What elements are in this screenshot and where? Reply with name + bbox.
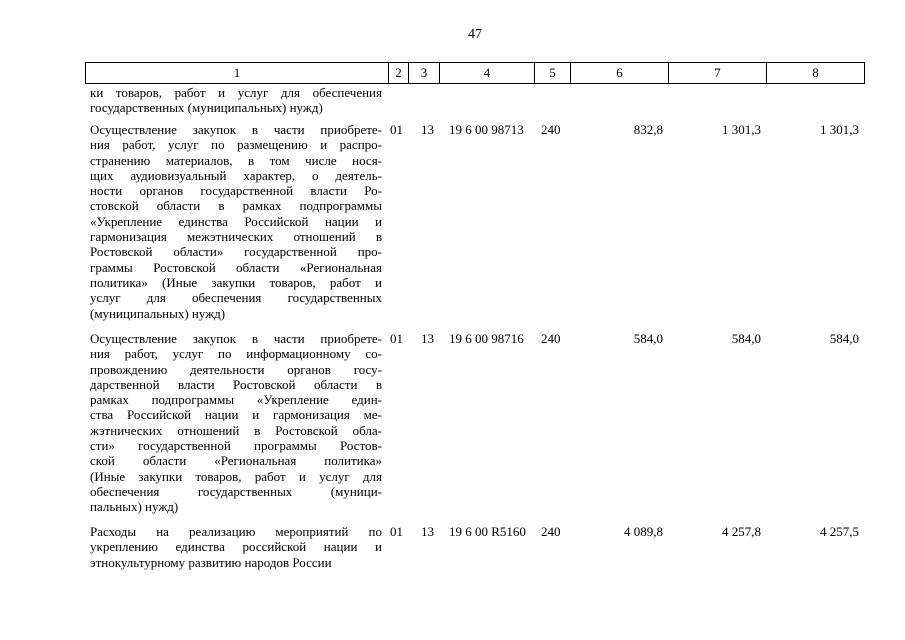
column-header-5: 5 xyxy=(534,63,570,83)
cell-subsection: 13 xyxy=(421,331,434,346)
column-header-7: 7 xyxy=(668,63,766,83)
cell-subsection: 13 xyxy=(421,524,434,539)
description-line: стовской области в рамках подпрограммы xyxy=(90,198,382,214)
description-line: Ростовской области» государственной про- xyxy=(90,244,382,260)
description-line: провождению деятельности органов госу- xyxy=(90,361,382,377)
cell-value-col7: 584,0 xyxy=(731,331,761,346)
description-line: (муниципальных) нужд) xyxy=(90,305,226,321)
description-line: политика» (Иные закупки товаров, работ и xyxy=(90,274,382,290)
description-line: странению материалов, в том числе нося- xyxy=(90,152,382,168)
description-line: ния работ, услуг по информационному со- xyxy=(90,346,382,362)
description-line: Осуществление закупок в части приобрете- xyxy=(90,122,382,137)
description-line: «Укрепление единства Российской нации и xyxy=(90,213,382,229)
column-header-8: 8 xyxy=(766,63,864,83)
cell-target-article: 19 6 00 98716 xyxy=(449,331,524,346)
cell-value-col8: 4 257,5 xyxy=(820,524,859,539)
description-line: этнокультурному развитию народов России xyxy=(90,554,332,570)
cell-expense-type: 240 xyxy=(541,331,561,346)
cell-value-col6: 832,8 xyxy=(633,122,663,137)
cell-expense-type: 240 xyxy=(541,122,561,137)
table-header-row xyxy=(85,62,865,84)
description-line: Расходы на реализацию мероприятий по xyxy=(90,524,382,539)
description-line: гармонизация межэтнических отношений в xyxy=(90,229,382,245)
cell-value-col7: 4 257,8 xyxy=(722,524,761,539)
description-line: ки товаров, работ и услуг для обеспечения xyxy=(90,85,382,100)
cell-section: 01 xyxy=(390,524,403,539)
description-line: щих аудиовизуальный характер, о деятель- xyxy=(90,167,382,183)
description-line: укреплению единства российской нации и xyxy=(90,539,382,555)
row-description xyxy=(90,331,382,515)
description-line: пальных) нужд) xyxy=(90,499,179,515)
description-line: ства Российской нации и гармонизация ме- xyxy=(90,407,382,423)
description-line: дарственной власти Ростовской области в xyxy=(90,376,382,392)
cell-section: 01 xyxy=(390,122,403,137)
cell-target-article: 19 6 00 R5160 xyxy=(449,524,526,539)
description-line: услуг для обеспечения государственных xyxy=(90,290,382,306)
budget-table xyxy=(85,62,865,570)
description-line: Осуществление закупок в части приобрете- xyxy=(90,331,382,346)
description-line: (Иные закупки товаров, работ и услуг для xyxy=(90,468,382,484)
column-header-2: 2 xyxy=(388,63,408,83)
description-line: ской области «Региональная политика» xyxy=(90,453,382,469)
description-line: государственных (муниципальных) нужд) xyxy=(90,100,323,116)
cell-expense-type: 240 xyxy=(541,524,561,539)
row-description xyxy=(90,85,382,116)
description-line: ния работ, услуг по размещению и распро- xyxy=(90,137,382,153)
description-line: сти» государственной программы Ростов- xyxy=(90,438,382,454)
cell-value-col6: 4 089,8 xyxy=(624,524,663,539)
cell-section: 01 xyxy=(390,331,403,346)
description-line: граммы Ростовской области «Региональная xyxy=(90,259,382,275)
row-description xyxy=(90,122,382,321)
cell-value-col7: 1 301,3 xyxy=(722,122,761,137)
description-line: обеспечения государственных (муници- xyxy=(90,483,382,499)
description-line: рамках подпрограммы «Укрепление един- xyxy=(90,392,382,408)
column-header-3: 3 xyxy=(408,63,439,83)
page-number: 47 xyxy=(468,27,482,42)
description-line: ности органов государственной власти Ро- xyxy=(90,183,382,199)
row-description xyxy=(90,524,382,570)
column-header-1: 1 xyxy=(233,65,241,80)
cell-subsection: 13 xyxy=(421,122,434,137)
column-header-6: 6 xyxy=(570,63,668,83)
column-header-4: 4 xyxy=(439,63,534,83)
description-line: жэтнических отношений в Ростовской обла- xyxy=(90,422,382,438)
cell-value-col8: 584,0 xyxy=(829,331,859,346)
cell-value-col6: 584,0 xyxy=(633,331,663,346)
cell-target-article: 19 6 00 98713 xyxy=(449,122,524,137)
cell-value-col8: 1 301,3 xyxy=(820,122,859,137)
